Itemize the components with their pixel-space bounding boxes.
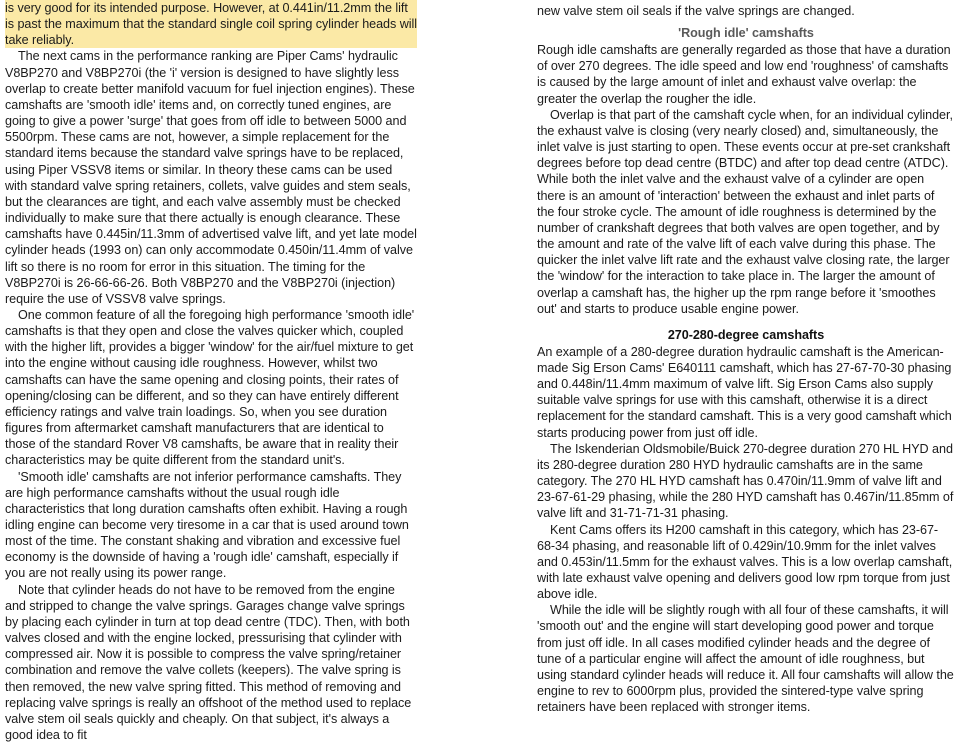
paragraph: One common feature of all the foregoing high performance 'smooth idle' camshafts is that they open and close the valves quicker which, coupled with the higher lift, provides a bigger 'window' for the air/fuel mixture to get into the engine without causing idle roughness. However, whilst two camshafts can have the same opening and closing points, their rates of opening/closing can be different, and so they can have entirely different efficiency ratings and valve train loadings. So, when you see duration figures from aftermarket camshaft manufacturers that are identical to those of the standard Rover V8 camshafts, be aware that in reality their characteristics may be quite different from the standard unit's. bbox=[5, 307, 415, 468]
paragraph: Note that cylinder heads do not have to be removed from the engine and stripped to change the valve springs. Garages change valve springs by placing each cylinder in turn at top dead centre (TDC). Then, with both valves closed and with the engine locked, pressurising that cylinder with compressed air. Now it is possible to compress the valve spring/retainer combination and remove the valve collets (keepers). The valve spring is then removed, the new valve spring fitted. This method of removing and replacing valve springs is really an offshoot of the method used to replace valve stem oil seals quickly and cheaply. On that subject, it's always a good idea to fit bbox=[5, 582, 412, 743]
paragraph: While the idle will be slightly rough with all four of these camshafts, it will 'smooth out' and the engine will start developing good power and torque from just off idle. In all cases modified cylinder heads and the degree of tune of a particular engine will affect the amount of idle roughness, but using standard cylinder heads will reduce it. All four camshafts will allow the engine to rev to 6000rpm plus, provided the sintered-type valve spring retainers have been replaced with stronger items. bbox=[537, 603, 954, 715]
section-heading-270-280: 270-280-degree camshafts bbox=[667, 327, 825, 342]
left-column bbox=[5, 0, 417, 743]
paragraph: Overlap is that part of the camshaft cycle when, for an individual cylinder, the exhaust valve is closing (very nearly closed) and, simultaneously, the inlet valve is just starting to open. These events occur at pre-set crankshaft degrees before top dead centre (BTDC) and after top dead centre (ATDC). While both the inlet valve and the exhaust valve of a cylinder are open there is an amount of 'interaction' between the exhaust and inlet parts of the four stroke cycle. The amount of idle roughness is determined by the number of crankshaft degrees that both valves are open together, and by the amount and rate of the valve lift of each valve during this phase. The quicker the inlet valve lift rate and the exhaust valve closing rate, the larger the 'window' for the interaction to take place in. The larger the amount of overlap a camshaft has, the higher up the rpm range before it 'smoothes out' and starts to produce usable engine power. bbox=[537, 107, 953, 316]
continuation-line: new valve stem oil seals if the valve springs are changed. bbox=[537, 4, 855, 18]
paragraph: 'Smooth idle' camshafts are not inferior performance camshafts. They are high performance camshafts without the usual rough idle characteristics that long duration camshafts often exhibit. Having a rough idling engine can become very tiresome in a car that is used around town most of the time. The constant shaking and vibration and excessive fuel economy is the downside of having a 'rough idle' camshaft, especially if you are not really using its power range. bbox=[5, 469, 409, 581]
paragraph: The next cams in the performance ranking are Piper Cams' hydraulic V8BP270 and V8BP270i (the 'i' version is designed to have slightly less overlap to create better manifold vacuum for fuel injection engines). These camshafts are 'smooth idle' items and, on correctly tuned engines, are going to give a power 'surge' that goes from off idle to between 5000 and 5500rpm. These cams are not, however, a simple replacement for the standard items because the standard valve springs have to be replaced, using Piper VSSV8 items or similar. In theory these cams can be used with standard valve spring retainers, collets, valve guides and stem seals, but the clearances are tight, and each valve assembly must be checked individually to make sure that there actually is enough clearance. These camshafts have 0.445in/11.3mm of advertised valve lift, and yet late model cylinder heads (1993 on) can only accommodate 0.450in/11.4mm of valve lift so there is no room for error in this situation. The timing for the V8BP270i is 26-66-66-26. Both V8BP270 and the V8BP270i (injection) require the use of VSSV8 valve springs. bbox=[5, 49, 417, 306]
paragraph: An example of a 280-degree duration hydraulic camshaft is the American-made Sig Erson Cams' E640111 camshaft, which has 27-67-70-30 phasing and 0.448in/11.4mm maximum of valve lift. Sig Erson Cams also supply suitable valve springs for use with this camshaft, otherwise it is a direct replacement for the standard camshaft. This is a very good camshaft which starts producing power from just off idle. bbox=[537, 344, 952, 440]
highlighted-text: is very good for its intended purpose. However, at 0.441in/11.2mm the lift is past the maximum that the standard single coil spring cylinder heads will take reliably. bbox=[5, 1, 417, 48]
paragraph: Rough idle camshafts are generally regarded as those that have a duration of over 270 degrees. The idle speed and low end 'roughness' of camshafts is caused by the large amount of inlet and exhaust valve overlap: the greater the overlap the rougher the idle. bbox=[537, 43, 951, 106]
right-column bbox=[537, 3, 955, 715]
paragraph: Kent Cams offers its H200 camshaft in this category, which has 23-67-68-34 phasing, and reasonable lift of 0.429in/10.9mm for the inlet valves and 0.453in/11.5mm for the exhaust valves. This is a low overlap camshaft, with late exhaust valve opening and delivers good low rpm torque from just above idle. bbox=[537, 522, 953, 602]
paragraph: The Iskenderian Oldsmobile/Buick 270-degree duration 270 HL HYD and its 280-degree duration 280 HYD hydraulic camshafts are in the same category. The 270 HL HYD camshaft has 0.470in/11.9mm of valve lift and 23-67-61-29 phasing, while the 280 HYD camshaft has 0.467in/11.85mm of valve lift and 31-71-71-31 phasing. bbox=[537, 441, 954, 521]
section-heading-rough-idle: 'Rough idle' camshafts bbox=[678, 26, 814, 41]
